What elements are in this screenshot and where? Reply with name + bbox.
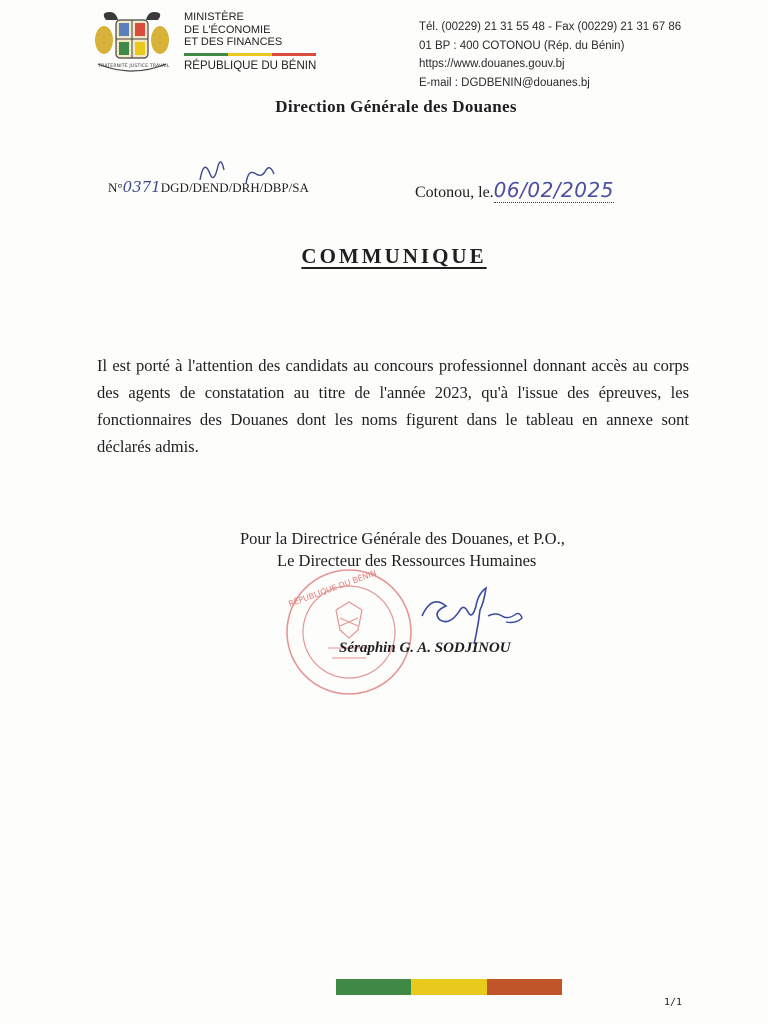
svg-text:RÉPUBLIQUE DU BÉNIN: RÉPUBLIQUE DU BÉNIN <box>287 568 378 609</box>
flag-red <box>272 53 316 56</box>
contact-phone: Tél. (00229) 21 31 55 48 - Fax (00229) 21 31 67 86 <box>419 21 682 33</box>
handwritten-initials-icon <box>196 154 286 194</box>
contact-email[interactable]: E-mail : DGDBENIN@douanes.bj <box>419 76 590 89</box>
communique-body: Il est porté à l'attention des candidats au concours professionnel donnant accès au corps des agents de constatation au titre de l'année 2023, qu'à l'issue des épreuves, les fonctionnaires des Douanes dont les noms figurent dans le tableau en annexe sont déclarés admis. <box>97 356 689 456</box>
handwritten-signature-icon <box>418 586 528 648</box>
flag-red <box>487 979 562 995</box>
emblem-motto: FRATERNITÉ JUSTICE TRAVAIL <box>98 64 170 69</box>
signatory-mandate: Pour la Directrice Générale des Douanes, et P.O., <box>240 529 565 548</box>
contact-block <box>419 18 681 92</box>
ministry-line: MINISTÈRE <box>184 11 244 23</box>
official-stamp-icon <box>276 566 422 698</box>
reference-prefix: N° <box>108 180 123 195</box>
place-label: Cotonou, le. <box>415 184 494 201</box>
flag-yellow <box>228 53 272 56</box>
signatory-title: Le Directeur des Ressources Humaines <box>277 551 537 570</box>
reference-handwritten-number: 0371 <box>122 178 161 196</box>
flag-green <box>336 979 411 995</box>
page-number: 1/1 <box>664 997 683 1008</box>
flag-yellow <box>411 979 486 995</box>
flag-green <box>184 53 228 56</box>
document-title: COMMUNIQUE <box>301 244 487 268</box>
reference-suffix: DGD/DEND/DRH/DBP/SA <box>160 180 309 195</box>
contact-website[interactable]: https://www.douanes.gouv.bj <box>419 58 565 70</box>
contact-address: 01 BP : 400 COTONOU (Rép. du Bénin) <box>419 39 625 52</box>
footer-flag-bar <box>336 979 562 995</box>
ministry-name <box>184 11 334 49</box>
ministry-line: DE L'ÉCONOMIE <box>184 23 271 36</box>
place-date <box>415 178 614 202</box>
signatory-name: Séraphin G. A. SODJINOU <box>339 640 511 656</box>
ministry-line: ET DES FINANCES <box>184 36 283 48</box>
handwritten-date: 06/02/2025 <box>493 178 614 202</box>
direction-heading: Direction Générale des Douanes <box>275 97 517 116</box>
header-flag-bar <box>184 53 316 56</box>
republic-name: RÉPUBLIQUE DU BÉNIN <box>184 60 317 72</box>
